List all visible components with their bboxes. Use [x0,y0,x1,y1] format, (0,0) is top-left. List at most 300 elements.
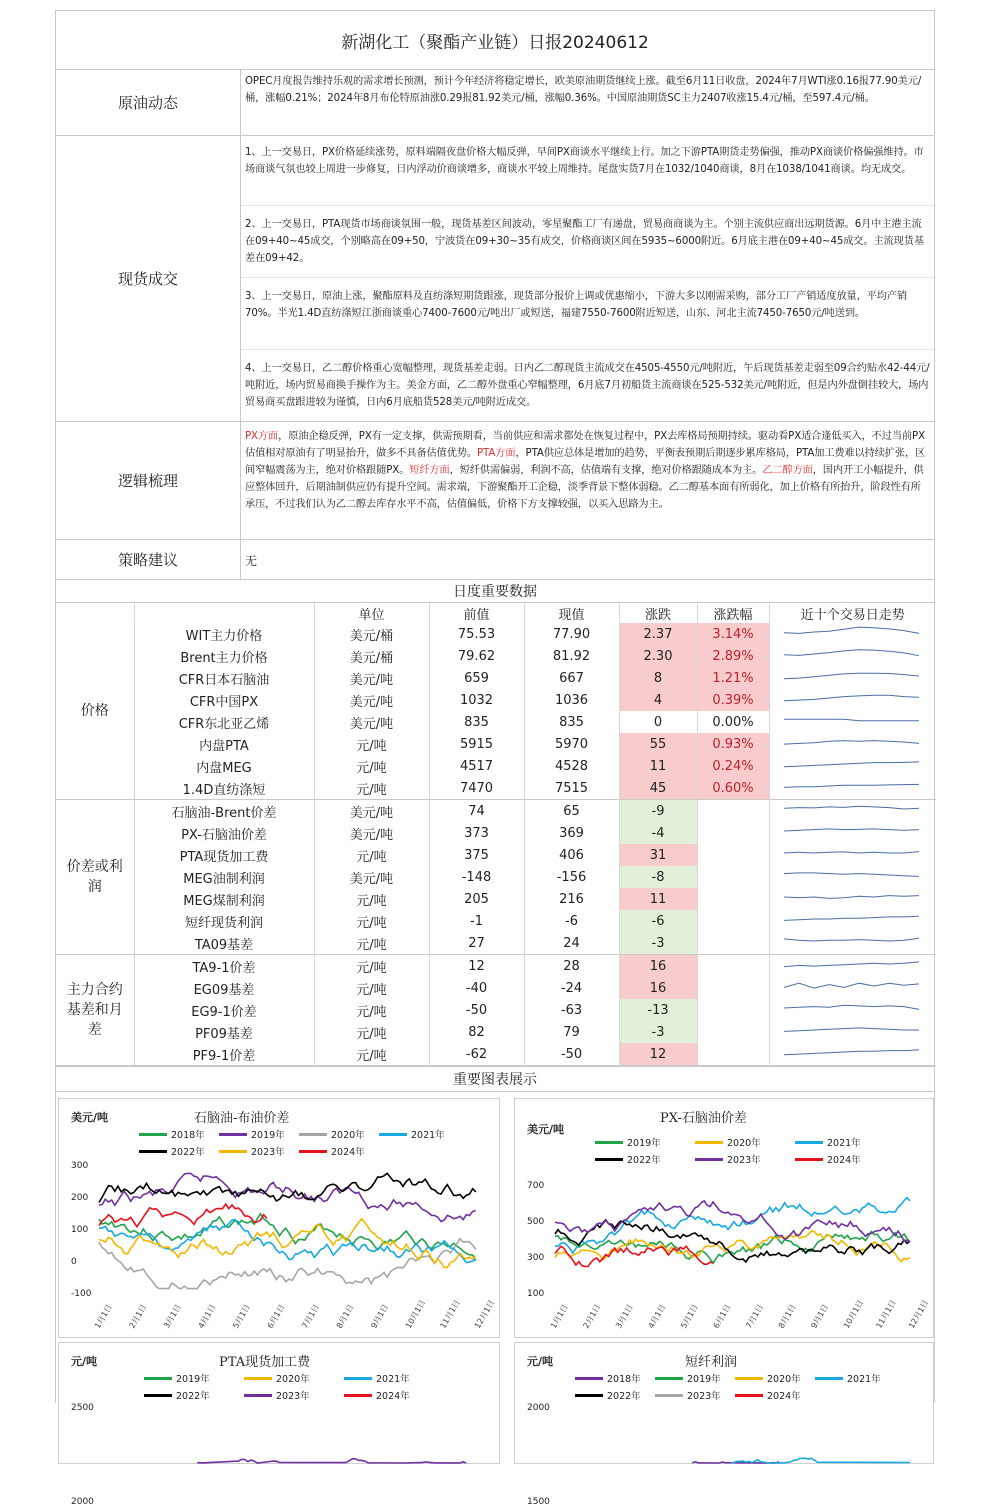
col-unit: 单位 [314,603,429,623]
row-unit: 美元/吨 [314,800,429,823]
x-tick-label: 8月1日 [776,1302,798,1330]
row-change: -9 [619,800,697,823]
row-change: 16 [619,977,697,999]
row-prev: -148 [429,866,524,888]
row-sparkline [769,1021,936,1043]
table-row [56,999,936,1021]
legend-label: 2024年 [827,1155,861,1166]
row-prev: 659 [429,667,524,689]
x-tick-label: 3月1日 [614,1302,635,1330]
spot-item-1: 1、上一交易日，PX价格延续涨势，原料端隔夜盘价格大幅反弹，早间PX商谈水平继续上行。加之下游PTA期货走势偏强，推动PX商谈价格偏强维持。市场商谈气氛也较上周进一步修复，日内浮动价商谈增多，商谈水平较上周维持。尾盘实货7月在1032/1040商谈，8月在1038/1041商谈。均无成交。 [241,136,934,206]
logic-label: 逻辑梳理 [56,422,241,539]
y-tick-label: 300 [71,1161,89,1171]
row-sparkline [769,711,936,733]
sparkline-svg [778,888,928,906]
crude-section [56,70,934,136]
row-change-pct [697,888,769,910]
sparkline-line [784,873,919,877]
row-change-pct [697,910,769,932]
charts-area [56,1092,934,1507]
group-label: 价格 [56,623,134,800]
table-row [56,623,936,645]
series-line [555,1246,713,1266]
row-unit: 元/吨 [314,844,429,866]
row-name: Brent主力价格 [134,645,314,667]
row-cur: 7515 [524,777,619,800]
row-cur: 28 [524,955,619,978]
x-tick-label: 11月1日 [438,1298,462,1330]
y-tick-label: 1500 [527,1497,550,1507]
logic-section [56,422,934,540]
legend-label: 2022年 [627,1155,661,1166]
table-row [56,711,936,733]
sparkline-svg [778,822,928,840]
x-tick-label: 4月1日 [646,1302,668,1330]
sparkline-svg [778,623,928,641]
x-tick-label: 12月1日 [906,1298,931,1330]
row-change: 55 [619,733,697,755]
row-prev: 373 [429,822,524,844]
row-name: 石脑油-Brent价差 [134,800,314,823]
row-change-pct: 2.89% [697,645,769,667]
row-cur: 369 [524,822,619,844]
row-name: CFR日本石脑油 [134,667,314,689]
row-cur: 1036 [524,689,619,711]
chart-plot [59,1099,499,1337]
strategy-section [56,540,934,580]
row-unit: 元/吨 [314,755,429,777]
legend-label: 2021年 [411,1130,445,1141]
legend-label: 2023年 [727,1155,761,1166]
row-name: TA9-1价差 [134,955,314,978]
series-line [99,1214,476,1261]
sparkline-line [784,983,919,988]
y-tick-label: 700 [527,1181,545,1191]
spot-item-2: 2、上一交易日，PTA现货市场商谈氛围一般，现货基差区间波动，零星聚酯工厂有递盘，贸易商商谈为主。个别主流供应商出远期货源。6月中主港主流在09+40~45成交，个别略高在09+50，宁波货在09+30~35有成交，价格商谈区间在5935~6000附近。6月底主港在09+40~45成交。主流现货基差在09+42。 [241,206,934,278]
sparkline-line [784,719,919,720]
logic-meg-heading: 乙二醇方面 [762,465,813,476]
x-tick-label: 3月1日 [162,1302,183,1330]
chart-title: PX-石脑油价差 [660,1111,747,1126]
row-unit: 美元/桶 [314,645,429,667]
legend-label: 2022年 [176,1391,210,1402]
legend-label: 2019年 [251,1130,285,1141]
legend-label: 2020年 [727,1138,761,1149]
sparkline-svg [778,932,928,950]
row-change: 31 [619,844,697,866]
sparkline-svg [778,733,928,751]
row-change: -4 [619,822,697,844]
sparkline-svg [778,667,928,685]
table-row [56,822,936,844]
table-row [56,689,936,711]
row-cur: 24 [524,932,619,955]
x-tick-label: 12月1日 [472,1298,497,1330]
table-row [56,755,936,777]
logic-pta-text: ，PTA供应总体是增加的趋势，平衡表预期后期逐步累库格局，PTA加工费难以持续扩张，区间窄幅震荡为主，绝对价格跟随PX。 [245,448,926,476]
row-change-pct: 0.39% [697,689,769,711]
px-naphtha-spread-chart [514,1098,934,1338]
pf-profit-chart [514,1342,934,1507]
row-name: CFR东北亚乙烯 [134,711,314,733]
row-unit: 美元/吨 [314,689,429,711]
row-sparkline [769,822,936,844]
row-sparkline [769,955,936,978]
row-name: 短纤现货利润 [134,910,314,932]
row-change-pct [697,1021,769,1043]
charts-header: 重要图表展示 [56,1066,934,1092]
row-unit: 美元/桶 [314,623,429,645]
row-cur: 65 [524,800,619,823]
report-page [55,10,935,1507]
table-row [56,888,936,910]
sparkline-line [784,962,919,967]
table-row [56,955,936,978]
y-tick-label: 500 [527,1217,545,1227]
legend-label: 2021年 [847,1374,881,1385]
legend-label: 2023年 [251,1147,285,1158]
sparkline-svg [778,800,928,818]
sparkline-line [784,896,919,899]
x-tick-label: 2月1日 [581,1302,603,1330]
row-name: MEG油制利润 [134,866,314,888]
row-sparkline [769,667,936,689]
table-row [56,800,936,823]
sparkline-line [784,650,919,656]
table-row [56,844,936,866]
col-cur: 现值 [524,603,619,623]
x-tick-label: 1月1日 [92,1302,114,1330]
row-unit: 元/吨 [314,977,429,999]
legend-label: 2020年 [767,1374,801,1385]
chart-plot [515,1099,933,1337]
row-prev: 74 [429,800,524,823]
row-change: 12 [619,1043,697,1066]
logic-pf-text: ，短纤供需偏弱，利润不高，估值端有支撑，绝对价格跟随成本为主。 [449,465,763,476]
row-unit: 元/吨 [314,932,429,955]
legend-label: 2023年 [687,1391,721,1402]
row-cur: 835 [524,711,619,733]
y-tick-label: 300 [527,1253,545,1263]
row-change-pct [697,844,769,866]
row-sparkline [769,689,936,711]
x-tick-label: 4月1日 [196,1302,218,1330]
sparkline-svg [778,955,928,973]
row-prev: 1032 [429,689,524,711]
row-sparkline [769,844,936,866]
row-change: 8 [619,667,697,689]
row-cur: -63 [524,999,619,1021]
row-sparkline [769,623,936,645]
crude-text: OPEC月度报告维持乐观的需求增长预测，预计今年经济将稳定增长，欧美原油期货继续上涨。截至6月11日收盘，2024年7月WTI涨0.16报77.90美元/桶，涨幅0.21%；2024年8月布伦特原油涨0.29报81.92美元/桶，涨幅0.36%。中国原油期货SC主力2407收涨15.4元/桶，至597.4元/桶。 [245,76,922,104]
chart-unit: 元/吨 [527,1355,554,1368]
row-unit: 元/吨 [314,999,429,1021]
row-change: 2.37 [619,623,697,645]
row-cur: 216 [524,888,619,910]
logic-pta-heading: PTA方面 [477,448,516,459]
row-unit: 美元/吨 [314,667,429,689]
x-tick-label: 9月1日 [809,1302,831,1330]
row-sparkline [769,755,936,777]
sparkline-line [784,673,919,679]
group-label: 价差或利润 [56,800,134,955]
row-name: PF09基差 [134,1021,314,1043]
spot-item-3: 3、上一交易日，原油上涨，聚酯原料及直纺涤短期货跟涨，现货部分报价上调或优惠缩小，下游大多以刚需采购，部分工厂产销适度放量，平均产销70%。半光1.4D直纺涤短江浙商谈重心7400-7600元/吨出厂或短送，福建7550-7600附近短送，山东、河北主流7450-7650元/吨送到。 [241,278,934,350]
row-sparkline [769,800,936,823]
sparkline-line [784,741,919,745]
row-change: -6 [619,910,697,932]
row-change-pct: 0.00% [697,711,769,733]
row-prev: 79.62 [429,645,524,667]
x-tick-label: 11月1日 [874,1298,898,1330]
legend-label: 2021年 [376,1374,410,1385]
col-chg: 涨跌 [619,603,697,623]
spot-section [56,136,934,422]
row-sparkline [769,932,936,955]
sparkline-svg [778,1021,928,1039]
table-row [56,1043,936,1066]
row-change-pct [697,955,769,978]
row-prev: -62 [429,1043,524,1066]
row-name: EG09基差 [134,977,314,999]
x-tick-label: 2月1日 [127,1302,149,1330]
row-name: PX-石脑油价差 [134,822,314,844]
row-prev: -40 [429,977,524,999]
logic-pf-heading: 短纤方面 [409,465,450,476]
row-sparkline [769,1043,936,1066]
row-sparkline [769,977,936,999]
sparkline-svg [778,866,928,884]
row-unit: 元/吨 [314,1021,429,1043]
row-cur: -50 [524,1043,619,1066]
chart-plot [59,1343,499,1463]
legend-label: 2020年 [276,1374,310,1385]
chart-plot [515,1343,933,1463]
y-tick-label: 200 [71,1193,89,1203]
row-name: MEG煤制利润 [134,888,314,910]
chart-unit: 美元/吨 [527,1123,565,1136]
table-row [56,645,936,667]
row-cur: 667 [524,667,619,689]
row-change-pct: 0.24% [697,755,769,777]
sparkline-line [784,1005,919,1009]
row-sparkline [769,645,936,667]
y-tick-label: 2000 [71,1497,94,1507]
legend-label: 2022年 [171,1147,205,1158]
row-change: 11 [619,888,697,910]
row-change-pct [697,999,769,1021]
logic-px-heading: PX方面 [245,431,279,442]
series-line [99,1219,476,1268]
row-prev: 82 [429,1021,524,1043]
table-row [56,910,936,932]
legend-label: 2023年 [276,1391,310,1402]
col-pct: 涨跌幅 [697,603,769,623]
row-name: 内盘MEG [134,755,314,777]
legend-label: 2019年 [687,1374,721,1385]
series-line [197,1459,466,1463]
row-sparkline [769,888,936,910]
sparkline-svg [778,755,928,773]
row-change-pct [697,800,769,823]
x-tick-label: 9月1日 [369,1302,391,1330]
y-tick-label: -100 [71,1289,92,1299]
x-tick-label: 7月1日 [744,1302,766,1330]
row-prev: 7470 [429,777,524,800]
sparkline-line [784,1050,919,1055]
sparkline-svg [778,999,928,1017]
row-cur: -24 [524,977,619,999]
x-tick-label: 7月1日 [300,1302,322,1330]
row-unit: 元/吨 [314,955,429,978]
row-prev: -1 [429,910,524,932]
x-tick-label: 10月1日 [841,1298,866,1330]
x-tick-label: 8月1日 [334,1302,356,1330]
table-row [56,667,936,689]
sparkline-svg [778,977,928,995]
sparkline-line [784,916,919,920]
row-sparkline [769,733,936,755]
y-tick-label: 100 [71,1225,89,1235]
row-name: PF9-1价差 [134,1043,314,1066]
row-change-pct [697,977,769,999]
chart-unit: 美元/吨 [71,1111,109,1124]
table-row [56,1021,936,1043]
legend-label: 2019年 [176,1374,210,1385]
row-change: -3 [619,932,697,955]
row-change-pct: 0.93% [697,733,769,755]
col-trend: 近十个交易日走势 [800,607,905,623]
legend-label: 2024年 [376,1391,410,1402]
row-change: -13 [619,999,697,1021]
row-unit: 美元/吨 [314,711,429,733]
row-change: -3 [619,1021,697,1043]
legend-label: 2018年 [171,1130,205,1141]
row-sparkline [769,866,936,888]
y-tick-label: 2000 [527,1403,550,1413]
legend-label: 2022年 [607,1391,641,1402]
table-row [56,866,936,888]
row-name: 内盘PTA [134,733,314,755]
daily-data-table [56,603,936,1066]
row-name: TA09基差 [134,932,314,955]
y-tick-label: 100 [527,1289,545,1299]
sparkline-line [784,806,919,809]
row-cur: -6 [524,910,619,932]
row-prev: 27 [429,932,524,955]
row-cur: 4528 [524,755,619,777]
row-prev: 375 [429,844,524,866]
row-change: 11 [619,755,697,777]
legend-label: 2018年 [607,1374,641,1385]
sparkline-line [784,627,919,633]
row-prev: 4517 [429,755,524,777]
row-unit: 元/吨 [314,777,429,800]
row-change: -8 [619,866,697,888]
strategy-label: 策略建议 [56,540,241,579]
logic-text [241,422,934,539]
row-unit: 美元/吨 [314,822,429,844]
row-name: EG9-1价差 [134,999,314,1021]
row-change: 45 [619,777,697,800]
row-cur: 5970 [524,733,619,755]
spot-label: 现货成交 [56,136,241,421]
sparkline-line [784,829,919,831]
row-cur: 81.92 [524,645,619,667]
legend-label: 2024年 [767,1391,801,1402]
legend-label: 2024年 [331,1147,365,1158]
row-cur: -156 [524,866,619,888]
series-line [99,1204,267,1227]
chart-title: 短纤利润 [685,1355,738,1370]
row-sparkline [769,777,936,800]
x-tick-label: 6月1日 [265,1302,287,1330]
sparkline-line [784,1028,919,1032]
row-change-pct [697,1043,769,1066]
row-change: 16 [619,955,697,978]
daily-data-header: 日度重要数据 [56,580,934,603]
sparkline-line [784,784,919,787]
sparkline-svg [778,910,928,928]
row-change-pct: 1.21% [697,667,769,689]
row-cur: 406 [524,844,619,866]
sparkline-svg [778,777,928,795]
logic-meg-text: ，国内开工小幅提升，供应整体回升，后期油制供应仍有提升空间。需求端，下游聚酯开工企稳，淡季背景下整体弱稳。乙二醇基本面有所弱化，加上价格有所抬升，阶段性有所承压，不过我们认为乙二醇去库存水平不高，估值偏低，价格下方支撑较强，以买入思路为主。 [245,465,924,510]
sparkline-svg [778,844,928,862]
row-sparkline [769,999,936,1021]
row-change: 2.30 [619,645,697,667]
row-cur: 77.90 [524,623,619,645]
row-change: 4 [619,689,697,711]
pta-processing-fee-chart [58,1342,500,1507]
table-row [56,777,936,800]
spot-item-4: 4、上一交易日，乙二醇价格重心宽幅整理，现货基差走弱。日内乙二醇现货主流成交在4505-4550元/吨附近，午后现货基差走弱至09合约贴水42-44元/吨附近，场内贸易商换手操作为主。美金方面，乙二醇外盘重心窄幅整理，6月底7月初船货主流商谈在525-532美元/吨附近，但是内外盘倒挂较大，场内贸易商买盘跟进较为谨慎，日内6月底船货528美元/吨附近成交。 [245,363,930,408]
x-tick-label: 5月1日 [679,1302,701,1330]
row-prev: -50 [429,999,524,1021]
group-label: 主力合约基差和月差 [56,955,134,1066]
row-unit: 元/吨 [314,1043,429,1066]
row-unit: 元/吨 [314,733,429,755]
col-prev: 前值 [429,603,524,623]
table-header-row [56,603,936,623]
table-row [56,932,936,955]
naphtha-brent-spread-chart [58,1098,500,1338]
row-change-pct [697,822,769,844]
legend-label: 2021年 [827,1138,861,1149]
row-unit: 元/吨 [314,888,429,910]
sparkline-svg [778,645,928,663]
row-cur: 79 [524,1021,619,1043]
row-name: PTA现货加工费 [134,844,314,866]
row-change-pct [697,932,769,955]
crude-label: 原油动态 [56,70,241,135]
row-prev: 835 [429,711,524,733]
strategy-text: 无 [245,553,257,568]
chart-title: 石脑油-布油价差 [194,1111,290,1126]
x-tick-label: 5月1日 [231,1302,253,1330]
row-name: CFR中国PX [134,689,314,711]
row-prev: 5915 [429,733,524,755]
legend-label: 2020年 [331,1130,365,1141]
row-name: 1.4D直纺涤短 [134,777,314,800]
report-title: 新湖化工（聚酯产业链）日报20240612 [56,11,934,70]
sparkline-svg [778,1043,928,1061]
chart-title: PTA现货加工费 [219,1355,311,1370]
y-tick-label: 0 [71,1257,77,1267]
sparkline-line [784,762,919,767]
row-unit: 美元/吨 [314,866,429,888]
row-change-pct: 3.14% [697,623,769,645]
